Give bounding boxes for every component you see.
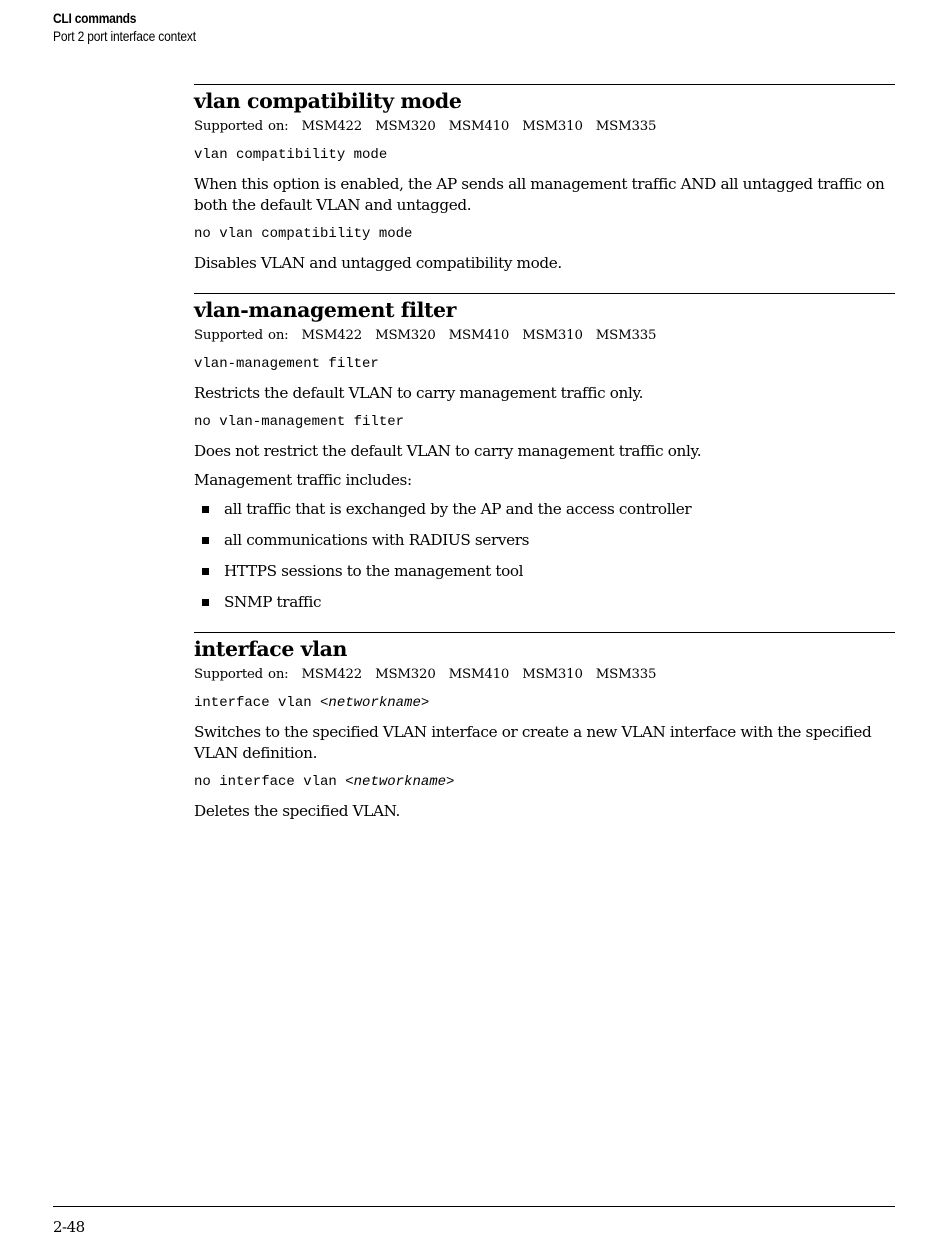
bullet-square-icon [202,506,209,513]
section-title: vlan-management filter [194,298,457,322]
list-item: all communications with RADIUS servers [194,530,895,551]
command-description: When this option is enabled, the AP sends all management traffic AND all untagged traffic on both the default VLAN and untagged. [194,175,885,214]
no-command-description: Disables VLAN and untagged compatibility mode. [194,254,562,272]
bullet-square-icon [202,568,209,575]
section-title: interface vlan [194,637,348,661]
model-tag: MSM422 [301,119,363,134]
list-item: SNMP traffic [194,592,895,613]
command-parameter: <networkname> [345,774,455,790]
supported-on [194,117,895,137]
model-tag: MSM410 [448,119,510,134]
running-header-subtitle: Port 2 port interface context [53,28,196,44]
command-description: Restricts the default VLAN to carry management traffic only. [194,384,644,402]
list-item: HTTPS sessions to the management tool [194,561,895,582]
model-tag: MSM320 [375,328,436,343]
model-tag: MSM335 [595,667,657,682]
running-header-title: CLI commands [53,10,137,26]
model-tag: MSM320 [375,119,436,134]
page-number: 2-48 [53,1218,85,1236]
no-command-syntax: no interface vlan <networkname> [194,774,455,790]
supported-on [194,665,895,685]
model-tag: MSM320 [375,667,436,682]
command-syntax: interface vlan <networkname> [194,695,430,711]
management-traffic-intro: Management traffic includes: [194,471,412,489]
main-content [194,84,895,830]
no-command-description: Deletes the specified VLAN. [194,802,401,820]
model-tag: MSM422 [301,667,363,682]
section-title: vlan compatibility mode [194,89,462,113]
management-traffic-list [194,499,895,613]
section-interface-vlan [194,632,895,822]
no-command-syntax: no vlan compatibility mode [194,226,413,242]
supported-label: Supported on: [194,119,289,134]
model-tag: MSM310 [522,328,583,343]
command-syntax: vlan-management filter [194,356,379,372]
section-vlan-compatibility-mode [194,84,895,274]
footer-divider [53,1206,895,1207]
bullet-square-icon [202,599,209,606]
model-tag: MSM335 [595,119,657,134]
supported-label: Supported on: [194,667,289,682]
model-tag: MSM410 [448,328,510,343]
no-command-description: Does not restrict the default VLAN to carry management traffic only. [194,442,702,460]
command-parameter: <networkname> [320,695,430,711]
model-tag: MSM422 [301,328,363,343]
section-vlan-management-filter [194,293,895,613]
command-syntax: vlan compatibility mode [194,147,388,163]
supported-label: Supported on: [194,328,289,343]
no-command-syntax: no vlan-management filter [194,414,405,430]
model-tag: MSM310 [522,119,583,134]
model-tag: MSM410 [448,667,510,682]
model-tag: MSM335 [595,328,657,343]
supported-on [194,326,895,346]
bullet-square-icon [202,537,209,544]
list-item: all traffic that is exchanged by the AP and the access controller [194,499,895,520]
command-description: Switches to the specified VLAN interface or create a new VLAN interface with the specified VLAN definition. [194,723,872,762]
model-tag: MSM310 [522,667,583,682]
